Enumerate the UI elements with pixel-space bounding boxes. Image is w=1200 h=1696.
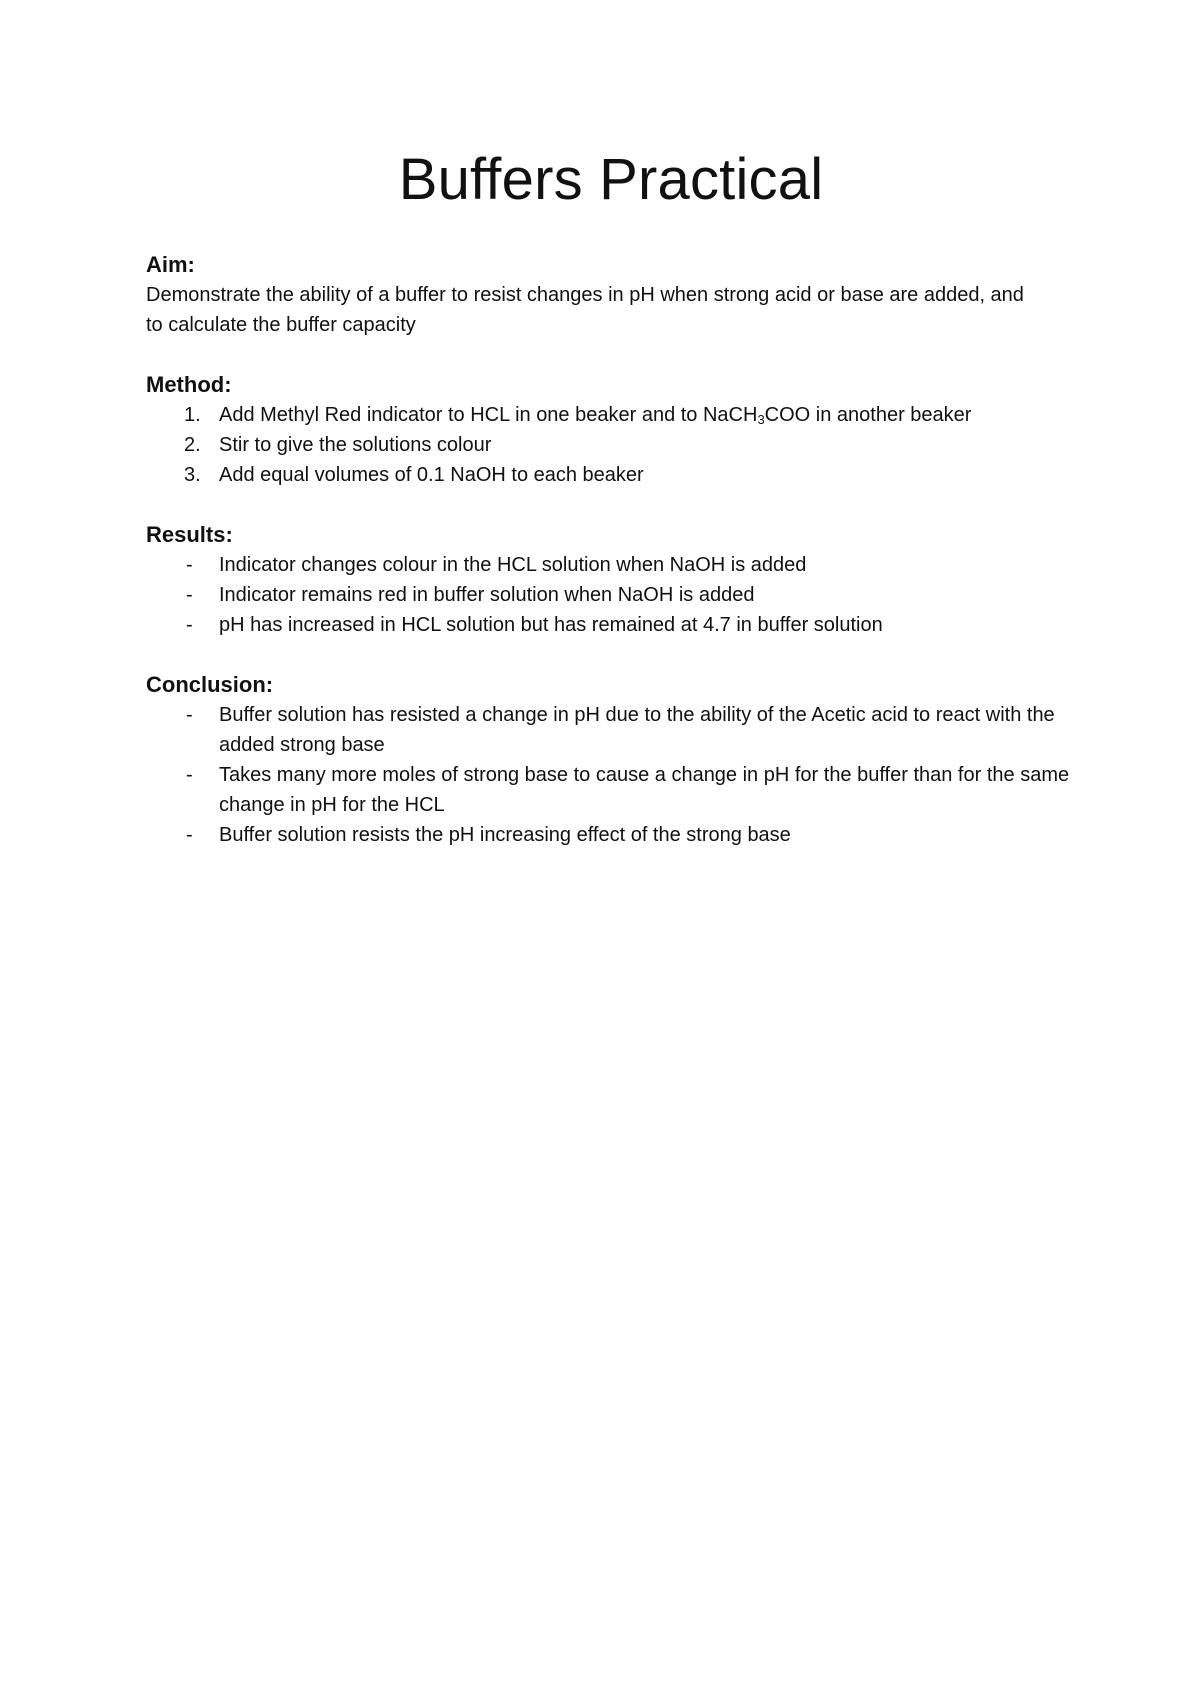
results-item [146,550,1076,580]
aim-heading: Aim: [146,252,195,277]
conclusion-item [146,760,1076,820]
method-section [146,370,1076,490]
results-item-text: pH has increased in HCL solution but has remained at 4.7 in buffer solution [219,614,883,636]
conclusion-heading: Conclusion: [146,672,274,697]
results-heading: Results: [146,522,233,547]
method-item [146,400,1076,430]
method-item-number: 1. [184,404,201,426]
conclusion-item-text: Buffer solution has resisted a change in pH due to the ability of the Acetic acid to react with the added strong base [219,704,1055,756]
conclusion-item-text: Takes many more moles of strong base to cause a change in pH for the buffer than for the same change in pH for the HCL [219,764,1070,816]
dash-marker: - [186,704,193,726]
dash-marker: - [186,614,193,636]
conclusion-item-text: Buffer solution resists the pH increasing effect of the strong base [219,824,791,846]
aim-section [146,250,1076,340]
document-title: Buffers Practical [398,147,824,212]
method-item-text-after: COO in another beaker [764,404,972,426]
dash-marker: - [186,824,193,846]
dash-marker: - [186,764,193,786]
dash-marker: - [186,554,193,576]
results-item [146,610,1076,640]
results-item-text: Indicator changes colour in the HCL solution when NaOH is added [219,554,807,576]
method-item-text: Stir to give the solutions colour [219,434,492,456]
results-item-text: Indicator remains red in buffer solution when NaOH is added [219,584,755,606]
results-list [146,550,1076,640]
dash-marker: - [186,584,193,606]
conclusion-item [146,700,1076,760]
method-item-text: Add equal volumes of 0.1 NaOH to each beaker [219,464,644,486]
aim-text: Demonstrate the ability of a buffer to resist changes in pH when strong acid or base are added, and to calculate the buffer capacity [146,284,1024,336]
method-item-text: Add Methyl Red indicator to HCL in one beaker and to NaCH [219,404,758,426]
document-page [146,140,1076,880]
conclusion-list [146,700,1076,850]
method-item-number: 3. [184,464,201,486]
results-section [146,520,1076,640]
method-list [146,400,1076,490]
results-item [146,580,1076,610]
method-item [146,460,1076,490]
conclusion-section [146,670,1076,850]
method-item-subscript: 3 [757,412,765,427]
conclusion-item [146,820,1076,850]
method-item [146,430,1076,460]
method-heading: Method: [146,372,232,397]
method-item-number: 2. [184,434,201,456]
